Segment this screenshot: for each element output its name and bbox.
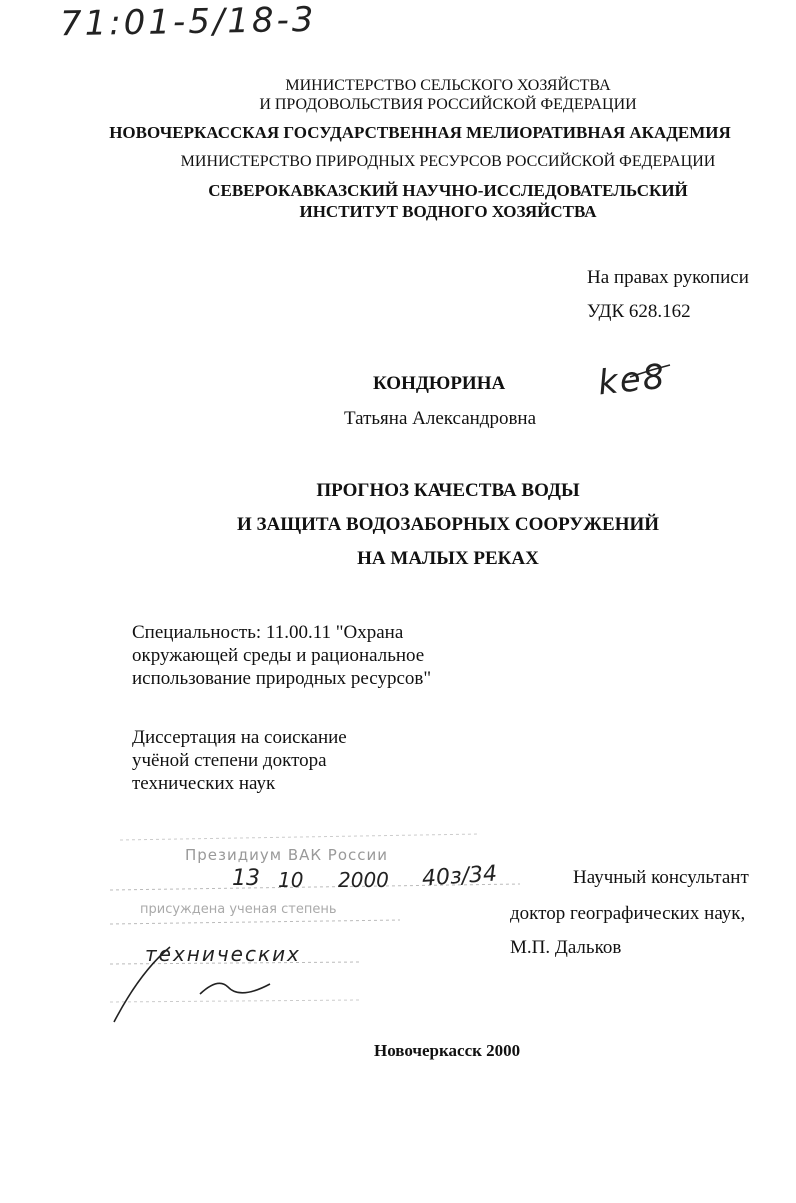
consultant-degree: доктор географических наук, xyxy=(510,903,746,924)
dissertation-line1: Диссертация на соискание xyxy=(132,727,347,748)
thesis-title-line1: ПРОГНОЗ КАЧЕСТВА ВОДЫ xyxy=(316,480,580,501)
stamp-decision-no: 40з/34 xyxy=(421,861,498,892)
ministry-agri-line1: МИНИСТЕРСТВО СЕЛЬСКОГО ХОЗЯЙСТВА xyxy=(285,77,611,94)
dissertation-line3: технических наук xyxy=(132,773,276,794)
author-signature-mark: ke8 xyxy=(596,356,669,404)
academy-name: НОВОЧЕРКАССКАЯ ГОСУДАРСТВЕННАЯ МЕЛИОРАТИВНАЯ АКАДЕМИЯ xyxy=(109,123,731,142)
institute-line2: ИНСТИТУТ ВОДНОГО ХОЗЯЙСТВА xyxy=(299,202,597,221)
consultant-name: М.П. Дальков xyxy=(510,937,622,958)
ministry-agri-line2: И ПРОДОВОЛЬСТВИЯ РОССИЙСКОЙ ФЕДЕРАЦИИ xyxy=(259,96,637,113)
institute-line1: СЕВЕРОКАВКАЗСКИЙ НАУЧНО-ИССЛЕДОВАТЕЛЬСКИЙ xyxy=(208,181,688,200)
city-year: Новочеркасск 2000 xyxy=(374,1041,521,1060)
stamp-date-year: 2000 xyxy=(338,868,389,892)
thesis-title-line2: И ЗАЩИТА ВОДОЗАБОРНЫХ СООРУЖЕНИЙ xyxy=(236,514,660,535)
stamp-line1: Президиум ВАК России xyxy=(185,846,389,864)
dissertation-line2: учёной степени доктора xyxy=(132,750,327,771)
signature-stroke xyxy=(590,355,680,395)
stamp-line-awarded: присуждена ученая степень xyxy=(140,902,337,917)
specialty-line3: использование природных ресурсов" xyxy=(132,668,432,689)
author-surname: КОНДЮРИНА xyxy=(373,373,506,394)
udk-code: УДК 628.162 xyxy=(587,301,691,322)
stamp-date-month: 10 xyxy=(278,868,304,892)
vak-stamp xyxy=(100,822,530,1032)
stamp-handwritten-degree: технических xyxy=(145,942,301,966)
thesis-title-line3: НА МАЛЫХ РЕКАХ xyxy=(357,548,539,569)
author-name: Татьяна Александровна xyxy=(344,408,537,429)
specialty-line2: окружающей среды и рациональное xyxy=(132,645,425,666)
ministry-nature: МИНИСТЕРСТВО ПРИРОДНЫХ РЕСУРСОВ РОССИЙСКОЙ ФЕДЕРАЦИИ xyxy=(180,153,716,170)
stamp-date-day: 13 xyxy=(232,866,260,891)
consultant-label: Научный консультант xyxy=(573,867,749,888)
specialty-line1: Специальность: 11.00.11 "Охрана xyxy=(132,622,404,643)
archive-number: 71:01-5/18-3 xyxy=(59,0,317,45)
rights-label: На правах рукописи xyxy=(587,267,749,288)
